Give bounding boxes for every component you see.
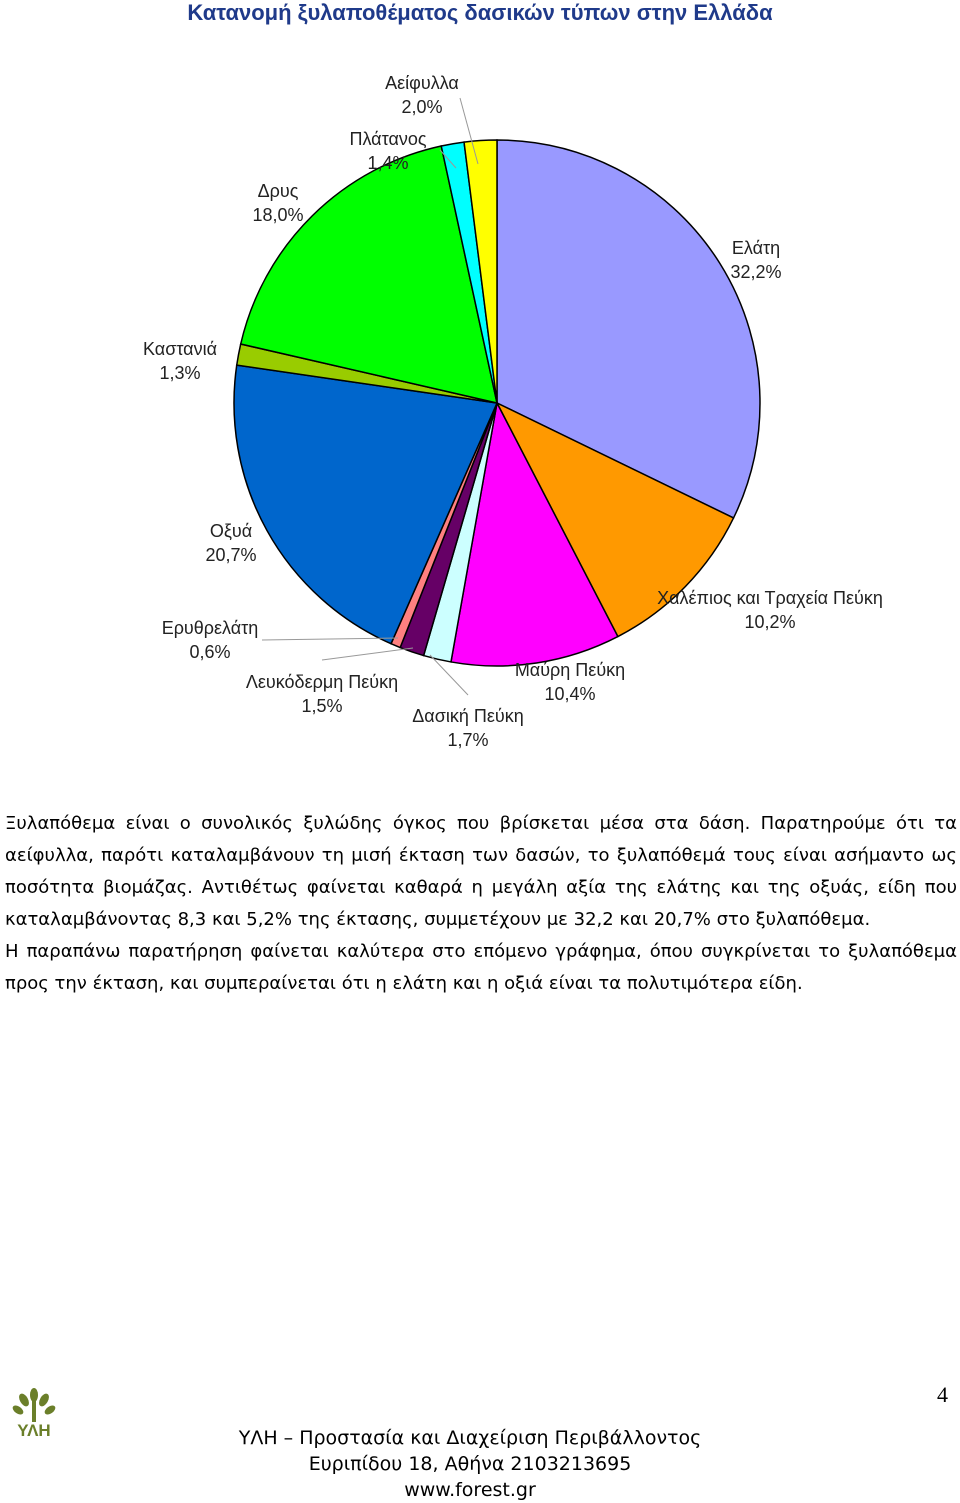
page-number: 4 <box>937 1382 948 1407</box>
footer-line-1: ΥΛΗ – Προστασία και Διαχείριση Περιβάλλοντος <box>238 1427 702 1449</box>
slice-value: 1,7% <box>447 730 489 750</box>
slice-name: Μαύρη Πεύκη <box>514 660 626 680</box>
paragraph-2: Η παραπάνω παρατήρηση φαίνεται καλύτερα στο επόμενο γράφημα, όπου συγκρίνεται το ξυλαπόθεμα προς την έκταση, και συμπεραίνεται ότι η ελάτη και η οξιά είναι τα πολυτιμότερα είδη. <box>5 941 957 994</box>
slice-label-8 <box>143 339 217 383</box>
leader-line-6 <box>262 638 398 640</box>
paragraph-1: Ξυλαπόθεμα είναι ο συνολικός ξυλώδης όγκος που βρίσκεται μέσα στα δάση. Παρατηρούμε ότι τα αείφυλλα, παρότι καταλαμβάνουν τη μισή έκταση των δασών, το ξυλαπόθεμά τους είναι ασήμαντο ως ποσότητα βιομάζας. Αντιθέτως φαίνεται καθαρά η μεγάλη αξία της ελάτης και της οξυάς, είδη που καταλαμβάνοντας 8,3 και 5,2% της έκτασης, συμμετέχουν με 32,2 και 20,7% στο ξυλαπόθεμα. <box>5 813 957 930</box>
slice-value: 10,2% <box>744 612 796 632</box>
slice-label-7 <box>205 521 256 565</box>
slice-name: Ελάτη <box>731 238 781 258</box>
slice-name: Αείφυλλα <box>385 73 459 93</box>
chart-title: Κατανομή ξυλαποθέματος δασικών τύπων στην Ελλάδα <box>187 0 773 25</box>
slice-label-6 <box>162 618 259 662</box>
footer-line-2: Ευριπίδου 18, Αθήνα 2103213695 <box>308 1453 632 1475</box>
slice-name: Λευκόδερμη Πεύκη <box>245 672 399 692</box>
slice-value: 1,3% <box>159 363 201 383</box>
slice-name: Οξυά <box>209 521 253 541</box>
slice-value: 20,7% <box>205 545 257 565</box>
slice-name: Χαλέπιος και Τραχεία Πεύκη <box>657 588 883 608</box>
slice-name: Δασική Πεύκη <box>412 706 524 726</box>
slice-label-3 <box>515 660 625 704</box>
slice-label-5 <box>246 672 398 716</box>
pie-chart <box>0 40 960 760</box>
slice-value: 0,6% <box>189 642 231 662</box>
slice-value: 2,0% <box>401 97 443 117</box>
leader-line-5 <box>322 648 413 660</box>
slice-label-9 <box>252 181 303 225</box>
slice-label-2 <box>657 588 883 632</box>
footer-line-3[interactable]: www.forest.gr <box>404 1479 536 1501</box>
slice-name: Δρυς <box>257 181 299 201</box>
slice-value: 18,0% <box>252 205 304 225</box>
slice-label-1 <box>730 238 781 282</box>
slice-label-4 <box>412 706 523 750</box>
slice-name: Καστανιά <box>143 339 217 359</box>
slice-name: Πλάτανος <box>349 129 427 149</box>
logo-text: ΥΛΗ <box>17 1421 51 1440</box>
slice-value: 1,5% <box>301 696 343 716</box>
slice-value: 32,2% <box>730 262 782 282</box>
slice-label-11 <box>385 73 459 117</box>
slice-name: Ερυθρελάτη <box>161 618 259 638</box>
body-text <box>5 808 957 1000</box>
slice-value: 1,4% <box>367 153 409 173</box>
slice-value: 10,4% <box>544 684 596 704</box>
